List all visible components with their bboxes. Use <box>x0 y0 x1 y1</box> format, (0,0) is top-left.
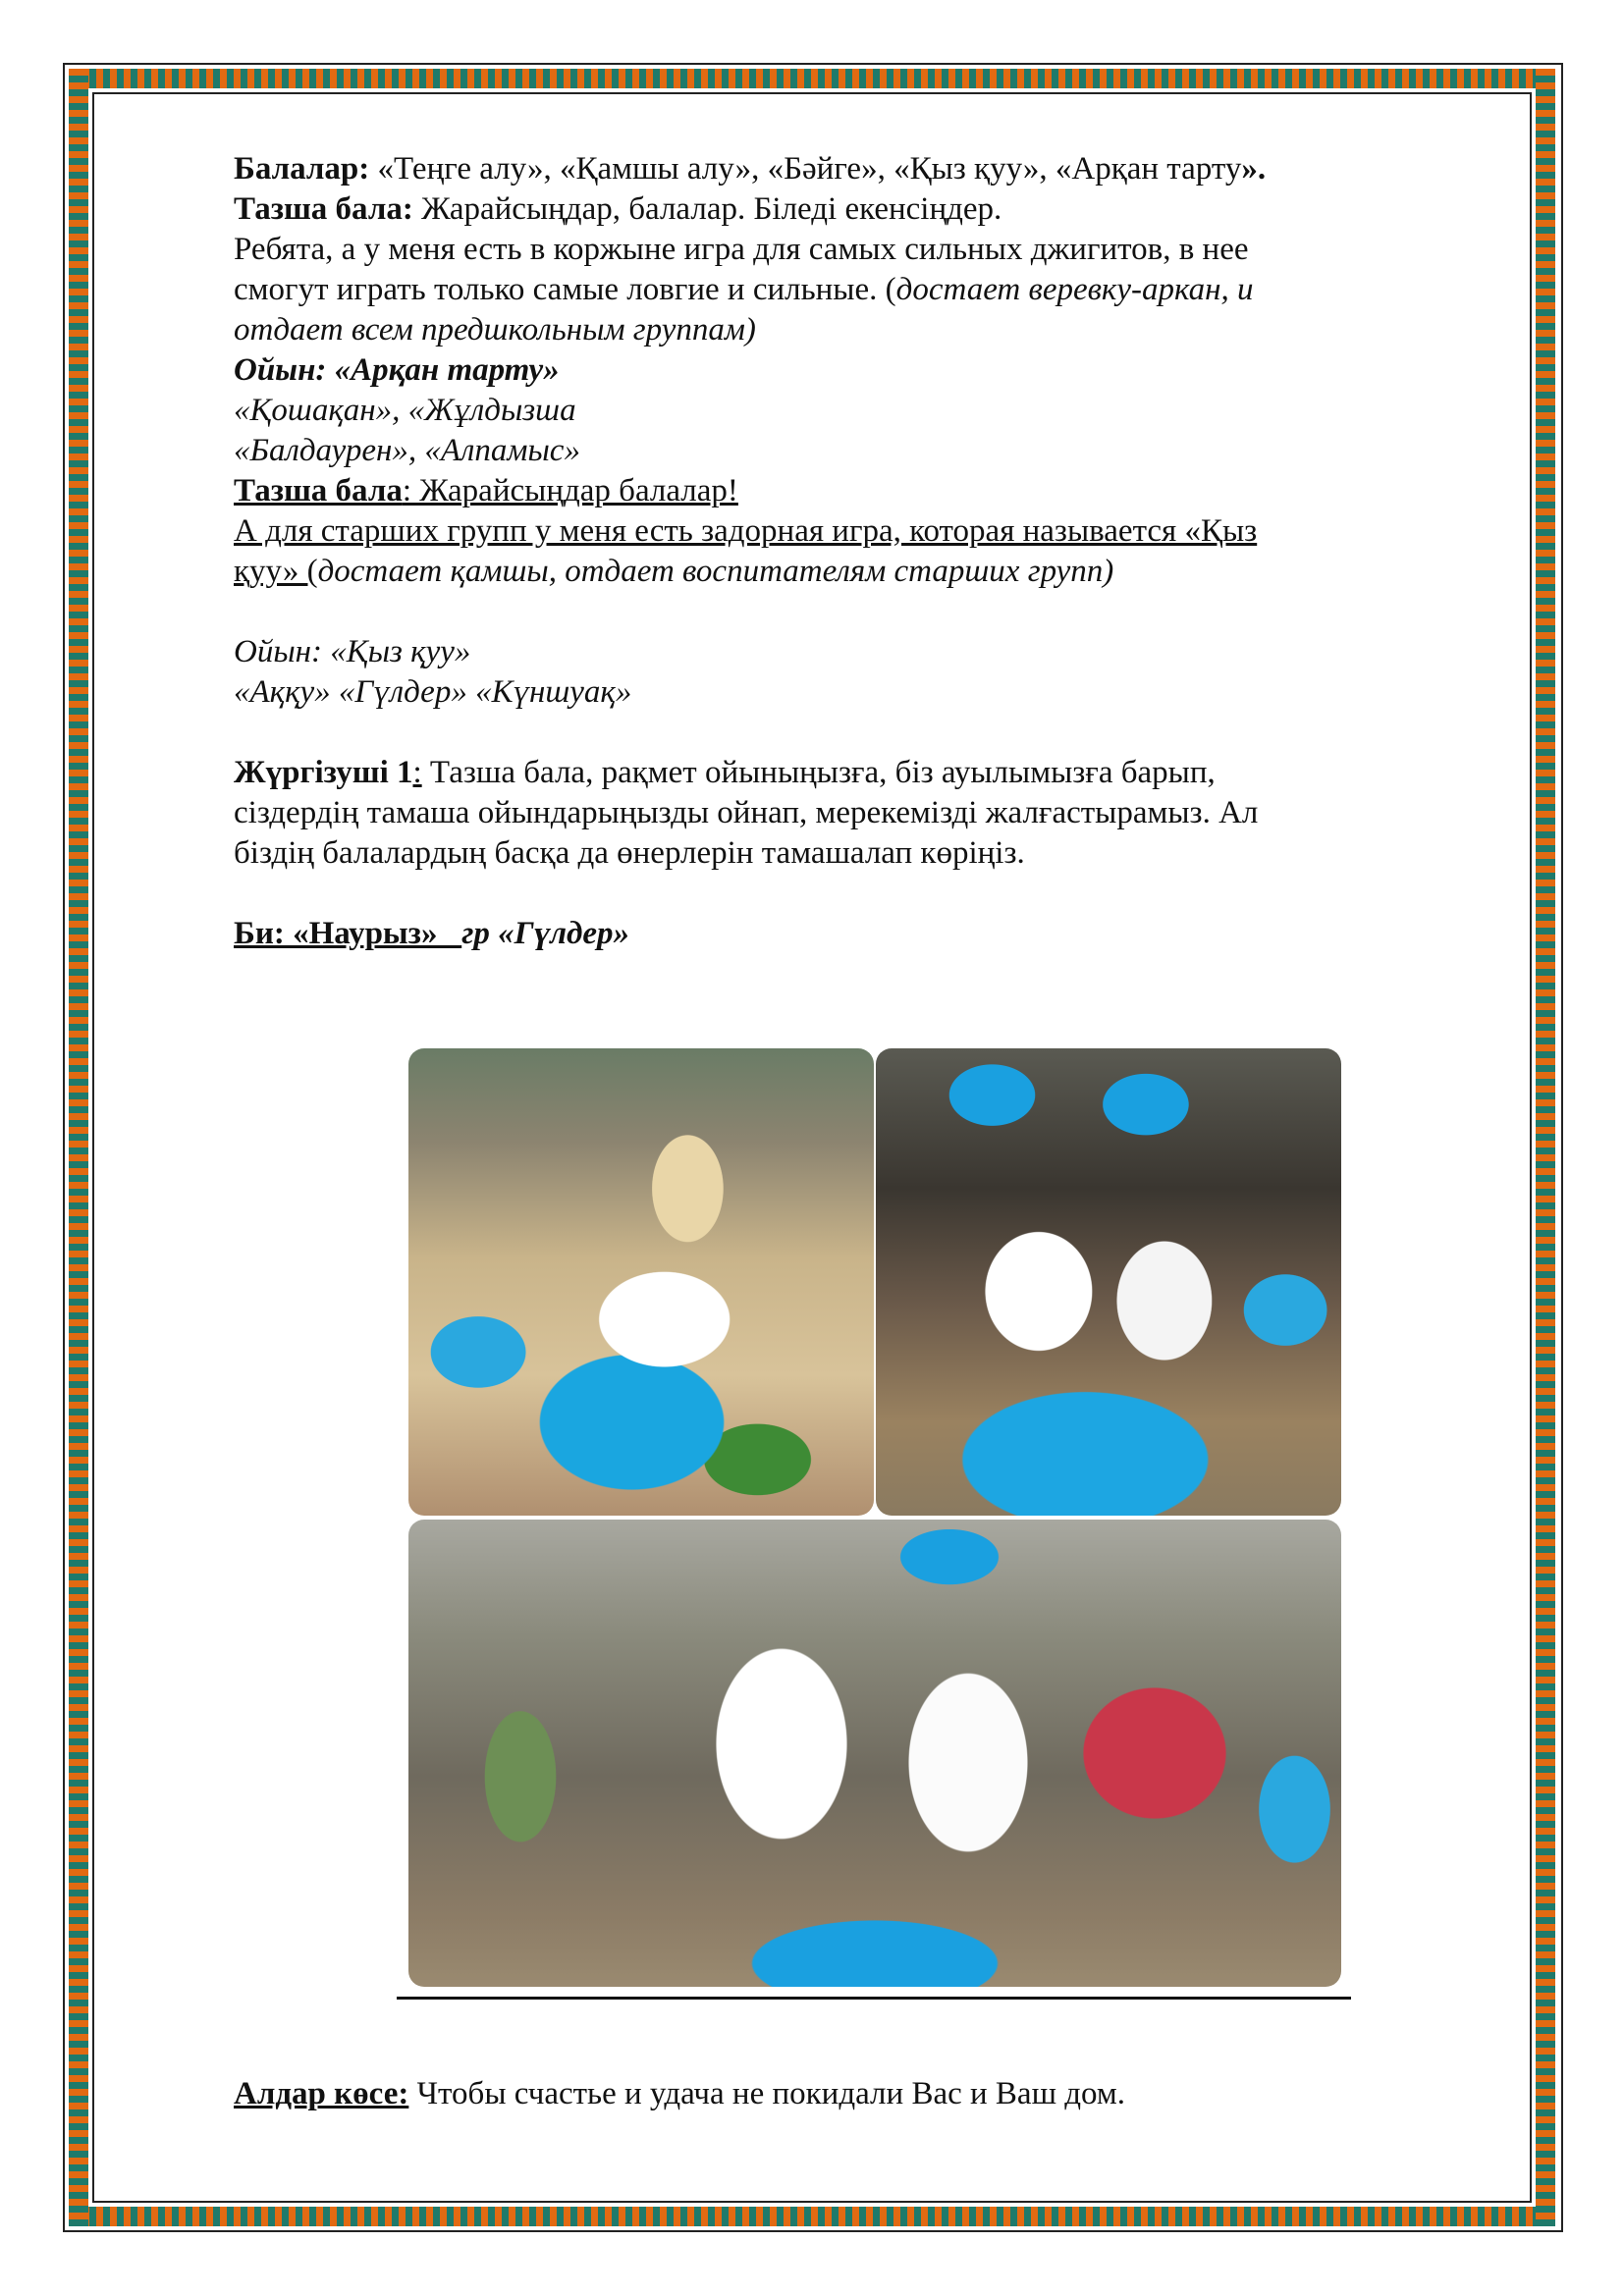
speaker-label: Балалар: <box>234 151 370 187</box>
line-3: Ребята, а у меня есть в коржыне игра для самых сильных джигитов, в нее <box>234 232 1249 267</box>
line-10: А для старших групп у меня есть задорная игра, которая называется «Қыз <box>234 513 1258 549</box>
dance-name: Би: «Наурыз» <box>234 916 462 951</box>
line-text: : Жарайсыңдар балалар! <box>402 473 738 508</box>
line-games-list <box>234 149 1461 189</box>
script-text <box>234 149 1461 954</box>
photo-girls-dancing-2 <box>876 1048 1341 1516</box>
line-tazsha-2 <box>234 471 1461 511</box>
line-text: Жарайсыңдар, балалар. Біледі екенсіңдер. <box>412 191 1002 227</box>
horizontal-rule <box>397 1997 1351 2000</box>
spacer <box>234 592 1461 632</box>
speaker-label: Тазша бала: <box>234 191 413 227</box>
group-names-2: «Балдаурен», «Алпамыс» <box>234 433 580 468</box>
group-names-3: «Аққу» «Гүлдер» «Күншуақ» <box>234 674 632 710</box>
line-host-1 <box>234 753 1461 793</box>
game-title-arkan: Ойын: «Арқан тарту» <box>234 352 560 388</box>
spacer <box>234 874 1461 914</box>
line-15: сіздердің тамаша ойындарыңызды ойнап, мерекемізді жалғастырамыз. Ал <box>234 795 1259 830</box>
ornament-border-bottom <box>69 2207 1555 2226</box>
group-name: гр «Гүлдер» <box>461 916 630 951</box>
speaker-label: Тазша бала <box>234 473 403 508</box>
spacer <box>234 713 1461 753</box>
line-text: Тазша бала, рақмет ойыныңызға, біз ауылымызға барып, <box>421 755 1216 790</box>
speaker-label: Алдар көсе: <box>234 2076 409 2111</box>
line-text: смогут играть только самые ловгие и сильные. ( <box>234 272 896 307</box>
line-end: ». <box>1241 151 1267 187</box>
stage-direction: достает қамшы, отдает воспитателям старших групп) <box>317 554 1114 589</box>
dance-title <box>234 914 1461 954</box>
line-text: қуу» ( <box>234 554 318 589</box>
line-text: Чтобы счастье и удача не покидали Вас и Ваш дом. <box>408 2076 1126 2111</box>
ornament-border-top <box>69 69 1555 88</box>
line-aldar <box>234 2074 1461 2114</box>
photo-girls-dancing-3 <box>408 1520 1341 1987</box>
line-text: «Теңге алу», «Қамшы алу», «Бәйге», «Қыз қуу», «Арқан тарту <box>369 151 1242 187</box>
ornament-border-left <box>69 69 88 2226</box>
line-tazsha-1 <box>234 189 1461 230</box>
game-title-kyz-kuu: Ойын: «Қыз қуу» <box>234 634 471 669</box>
line-5: отдает всем предшкольным группам) <box>234 312 756 347</box>
final-line <box>234 2042 1461 2147</box>
colon: : <box>412 755 422 790</box>
group-names-1: «Қошақан», «Жұлдызша <box>234 393 576 428</box>
line-4 <box>234 270 1461 310</box>
speaker-label: Жүргізуші 1 <box>234 755 413 790</box>
stage-direction: достает веревку-аркан, и <box>895 272 1254 307</box>
photo-girl-dancing-1 <box>408 1048 874 1516</box>
line-16: біздің балалардың басқа да өнерлерін тамашалап көріңіз. <box>234 835 1025 871</box>
line-11 <box>234 552 1461 592</box>
ornament-border-right <box>1536 69 1555 2226</box>
